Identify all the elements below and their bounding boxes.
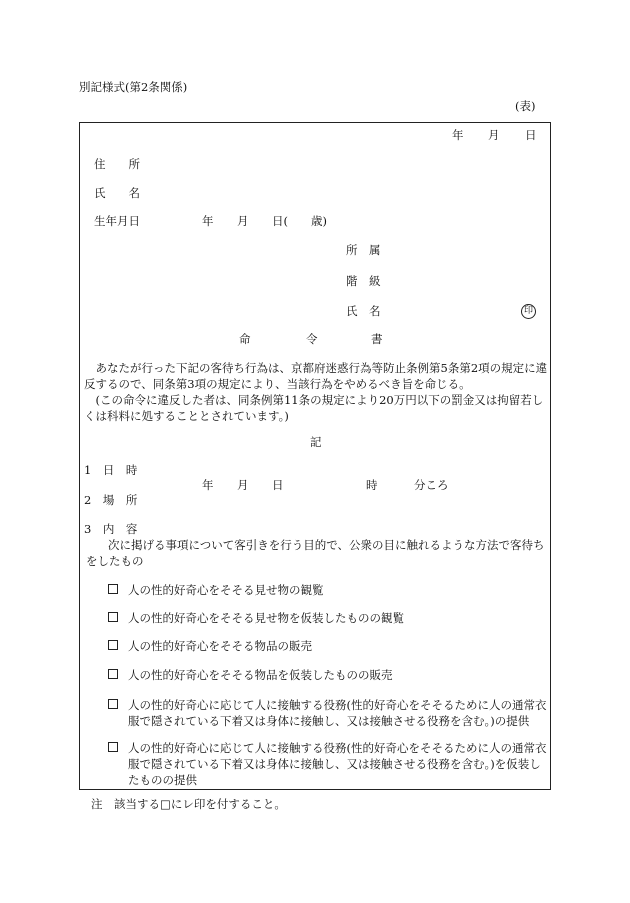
item-6-checkbox[interactable]: [108, 742, 118, 752]
section-3-label: 3 内 容: [84, 522, 138, 536]
s1-hour: 時: [366, 478, 378, 492]
item-4-checkbox[interactable]: [108, 669, 118, 679]
section-3-intro: 次に掲げる事項について客引きを行う目的で、公衆の目に触れるような方法で客待ちをしたもの: [86, 538, 545, 568]
item-5-checkbox[interactable]: [108, 699, 118, 709]
seal-mark: 印: [521, 304, 536, 319]
item-3-text: 人の性的好奇心をそそる物品の販売: [128, 639, 312, 653]
doc-title-char-1: 命: [239, 332, 251, 346]
side-label: (表): [515, 99, 536, 113]
item-6-text: 人の性的好奇心に応じて人に接触する役務(性的好奇心をそそるために人の通常衣服で隠されている下着又は身体に接触し、又は接触させる役務を含む。)を仮装したものの提供: [128, 741, 547, 787]
item-2-text: 人の性的好奇心をそそる見せ物を仮装したものの観覧: [128, 611, 404, 625]
item-5-text: 人の性的好奇心に応じて人に接触する役務(性的好奇心をそそるために人の通常衣服で隠されている下着又は身体に接触し、又は接触させる役務を含む。)の提供: [128, 698, 547, 728]
item-3-checkbox[interactable]: [108, 640, 118, 650]
date-day: 日: [525, 128, 537, 142]
date-month: 月: [488, 128, 500, 142]
officer-name-label: 氏 名: [346, 304, 381, 318]
item-1-text: 人の性的好奇心をそそる見せ物の観覧: [128, 583, 324, 597]
birth-day-age: 日( 歳): [272, 214, 327, 228]
birth-year: 年: [202, 214, 214, 228]
doc-title-char-2: 令: [306, 332, 318, 346]
item-1-checkbox[interactable]: [108, 584, 118, 594]
name-label: 氏 名: [94, 186, 140, 200]
penalty-paragraph: (この命令に違反した者は、同条例第11条の規定により20万円以下の罰金又は拘留若しくは科料に処することとされています。): [84, 393, 544, 423]
address-label: 住 所: [94, 157, 140, 171]
officer-affiliation-label: 所 属: [346, 243, 381, 257]
footnote: 注 該当する□にレ印を付すること。: [91, 797, 286, 811]
date-year: 年: [452, 128, 464, 142]
officer-rank-label: 階 級: [346, 274, 381, 288]
s1-year: 年: [202, 478, 214, 492]
item-2-checkbox[interactable]: [108, 612, 118, 622]
item-4-text: 人の性的好奇心をそそる物品を仮装したものの販売: [128, 668, 393, 682]
birthdate-label: 生年月日: [94, 214, 140, 228]
s1-month: 月: [237, 478, 249, 492]
birth-month: 月: [237, 214, 249, 228]
ki-heading: 記: [310, 435, 322, 449]
order-paragraph: あなたが行った下記の客待ち行為は、京都府迷惑行為等防止条例第5条第2項の規定に違反するので、同条第3項の規定により、当該行為をやめるべき旨を命じる。: [84, 361, 548, 391]
s1-day: 日: [272, 478, 284, 492]
s1-minute: 分ころ: [414, 478, 449, 492]
form-title: 別記様式(第2条関係): [79, 80, 188, 94]
section-2-label: 2 場 所: [84, 493, 138, 507]
doc-title-char-3: 書: [371, 332, 383, 346]
section-1-label: 1 日 時: [84, 463, 138, 477]
